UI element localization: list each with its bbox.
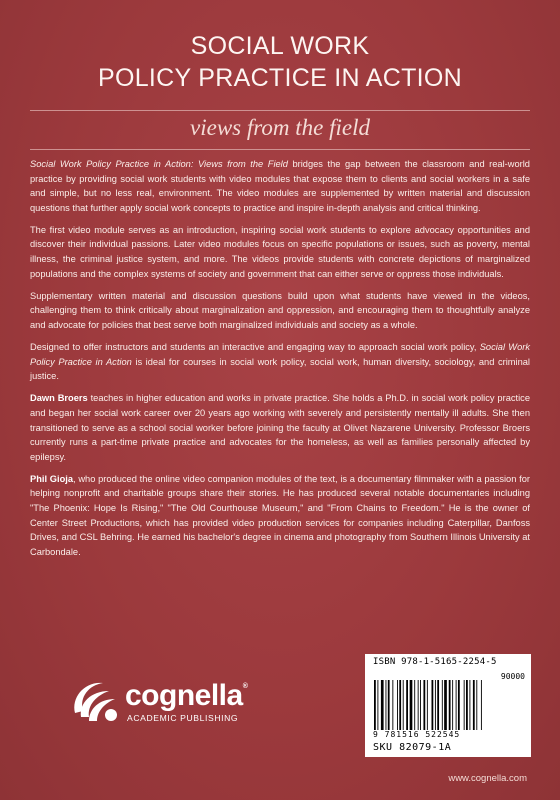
author-bio-broers: [30, 391, 530, 464]
barcode-bar: [449, 680, 451, 730]
paragraph-intro: [30, 157, 530, 215]
barcode-bar: [388, 680, 390, 730]
barcode-bar: [466, 680, 468, 730]
publisher-name-text: cognella: [125, 679, 243, 712]
paragraph-intro-text: bridges the gap between the classroom and real-world practice by providing social work students with video modules that expose them to clients and social workers in a safe and simple, but no less real, environment. The video modules are supplemented by written material and discussion questions that further apply social work concepts to practice and inspire in-depth analysis and critical thinking.: [30, 159, 530, 213]
author-name-broers: Dawn Broers: [30, 393, 88, 404]
barcode-label: [365, 654, 531, 757]
publisher-tagline: ACADEMIC PUBLISHING: [127, 713, 239, 723]
barcode-bar: [432, 680, 434, 730]
book-subtitle: views from the field: [190, 115, 370, 140]
paragraph-designed-end: is ideal for courses in social work policy, social work, human diversity, sociology, and criminal justice.: [30, 356, 530, 382]
barcode-bar: [386, 680, 387, 730]
author-bio-gioja-text: , who produced the online video companion modules of the text, is a documentary filmmaker with a passion for helping nonprofit and charitable groups share their stories. He has produced several notable documentaries including "The Phoenix: Hope Is Rising," "The Old Courthouse Museum," and "From Chains to Freedom." He is the owner of Center Street Productions, which has provided video production services for companies including Caterpillar, Danfoss Drives, and CSL Behring. He earned his bachelor's degree in cinema and photography from Southern Illinois University at Carbondale.: [30, 473, 530, 557]
barcode-bar: [403, 680, 404, 730]
divider-bottom: [30, 149, 530, 150]
description-text: [30, 157, 530, 567]
barcode-bar: [437, 680, 439, 730]
divider-top: [30, 110, 530, 111]
barcode-bar: [456, 680, 457, 730]
isbn-number: ISBN 978-1-5165-2254-5: [373, 657, 497, 667]
barcode-bar: [418, 680, 419, 730]
barcode-bar: [410, 680, 413, 730]
author-bio-broers-text: teaches in higher education and works in private practice. She holds a Ph.D. in social work policy practice and began her social work career over 20 years ago working with severely and persistently mentally ill adults. She then transitioned to serve as a school social worker before joining the faculty at Olivet Nazarene University. Professor Broers currently runs a part-time private practice and advocates for the homeless, as well as families personally affected by epilepsy.: [30, 393, 530, 462]
sku-number: SKU 82079-1A: [373, 742, 452, 753]
barcode-bar: [406, 680, 408, 730]
barcode-bar: [444, 680, 447, 730]
barcode-bar: [381, 680, 384, 730]
barcode-bars: [373, 680, 523, 730]
barcode-bar: [458, 680, 460, 730]
barcode-bar: [427, 680, 428, 730]
book-title-italic-2: Social Work Policy Practice in Action: [30, 342, 530, 367]
cognella-swirl-icon: [67, 673, 121, 727]
barcode-bar: [392, 680, 393, 730]
barcode-bar: [476, 680, 477, 730]
barcode-bar: [420, 680, 421, 730]
paragraph-first-module: The first video module serves as an introduction, inspiring social work students to explore advocacy opportunities and discover their individual passions. Later video modules focus on specific populations or issues, such as poverty, mental illness, the criminal justice system, and more. The videos provide students with concrete depictions of marginalized populations and the complex systems of society and government that can either serve or oppress those individuals.: [30, 224, 530, 279]
price-code: 90000: [500, 672, 525, 681]
barcode-bar: [399, 680, 401, 730]
barcode-bar: [423, 680, 425, 730]
publisher-name: [125, 679, 247, 713]
barcode-bar: [473, 680, 475, 730]
book-title-italic: Social Work Policy Practice in Action: Views from the Field: [30, 159, 288, 169]
barcode-bar: [435, 680, 436, 730]
barcode-bar: [374, 680, 376, 730]
paragraph-designed-start: Designed to offer instructors and students an interactive and engaging way to approach social work policy,: [30, 342, 480, 353]
author-bio-gioja: [30, 472, 530, 560]
paragraph-supplementary: Supplementary written material and discussion questions build upon what students have viewed in the videos, challenging them to think critically about marginalization and oppression, and encouraging them to thoughtfully analyze and advocate for policies that best serve both marginalized individuals and society as a whole.: [30, 290, 530, 330]
registered-mark: ®: [242, 683, 248, 690]
cognella-logo: [67, 673, 277, 733]
barcode-bar: [377, 680, 378, 730]
barcode-bar: [397, 680, 398, 730]
title-line-1: SOCIAL WORK: [190, 32, 370, 60]
publisher-website: www.cognella.com: [448, 773, 527, 784]
barcode-bar: [481, 680, 482, 730]
book-title: [0, 30, 560, 94]
title-line-2: POLICY PRACTICE IN ACTION: [97, 64, 463, 92]
barcode-bar: [414, 680, 415, 730]
barcode-bar: [469, 680, 470, 730]
barcode-number: 9 781516 522545: [373, 730, 461, 739]
barcode-bar: [442, 680, 443, 730]
author-name-gioja: Phil Gioja: [30, 473, 74, 484]
barcode-bar: [464, 680, 465, 730]
barcode-bar: [452, 680, 453, 730]
paragraph-designed: [30, 340, 530, 384]
